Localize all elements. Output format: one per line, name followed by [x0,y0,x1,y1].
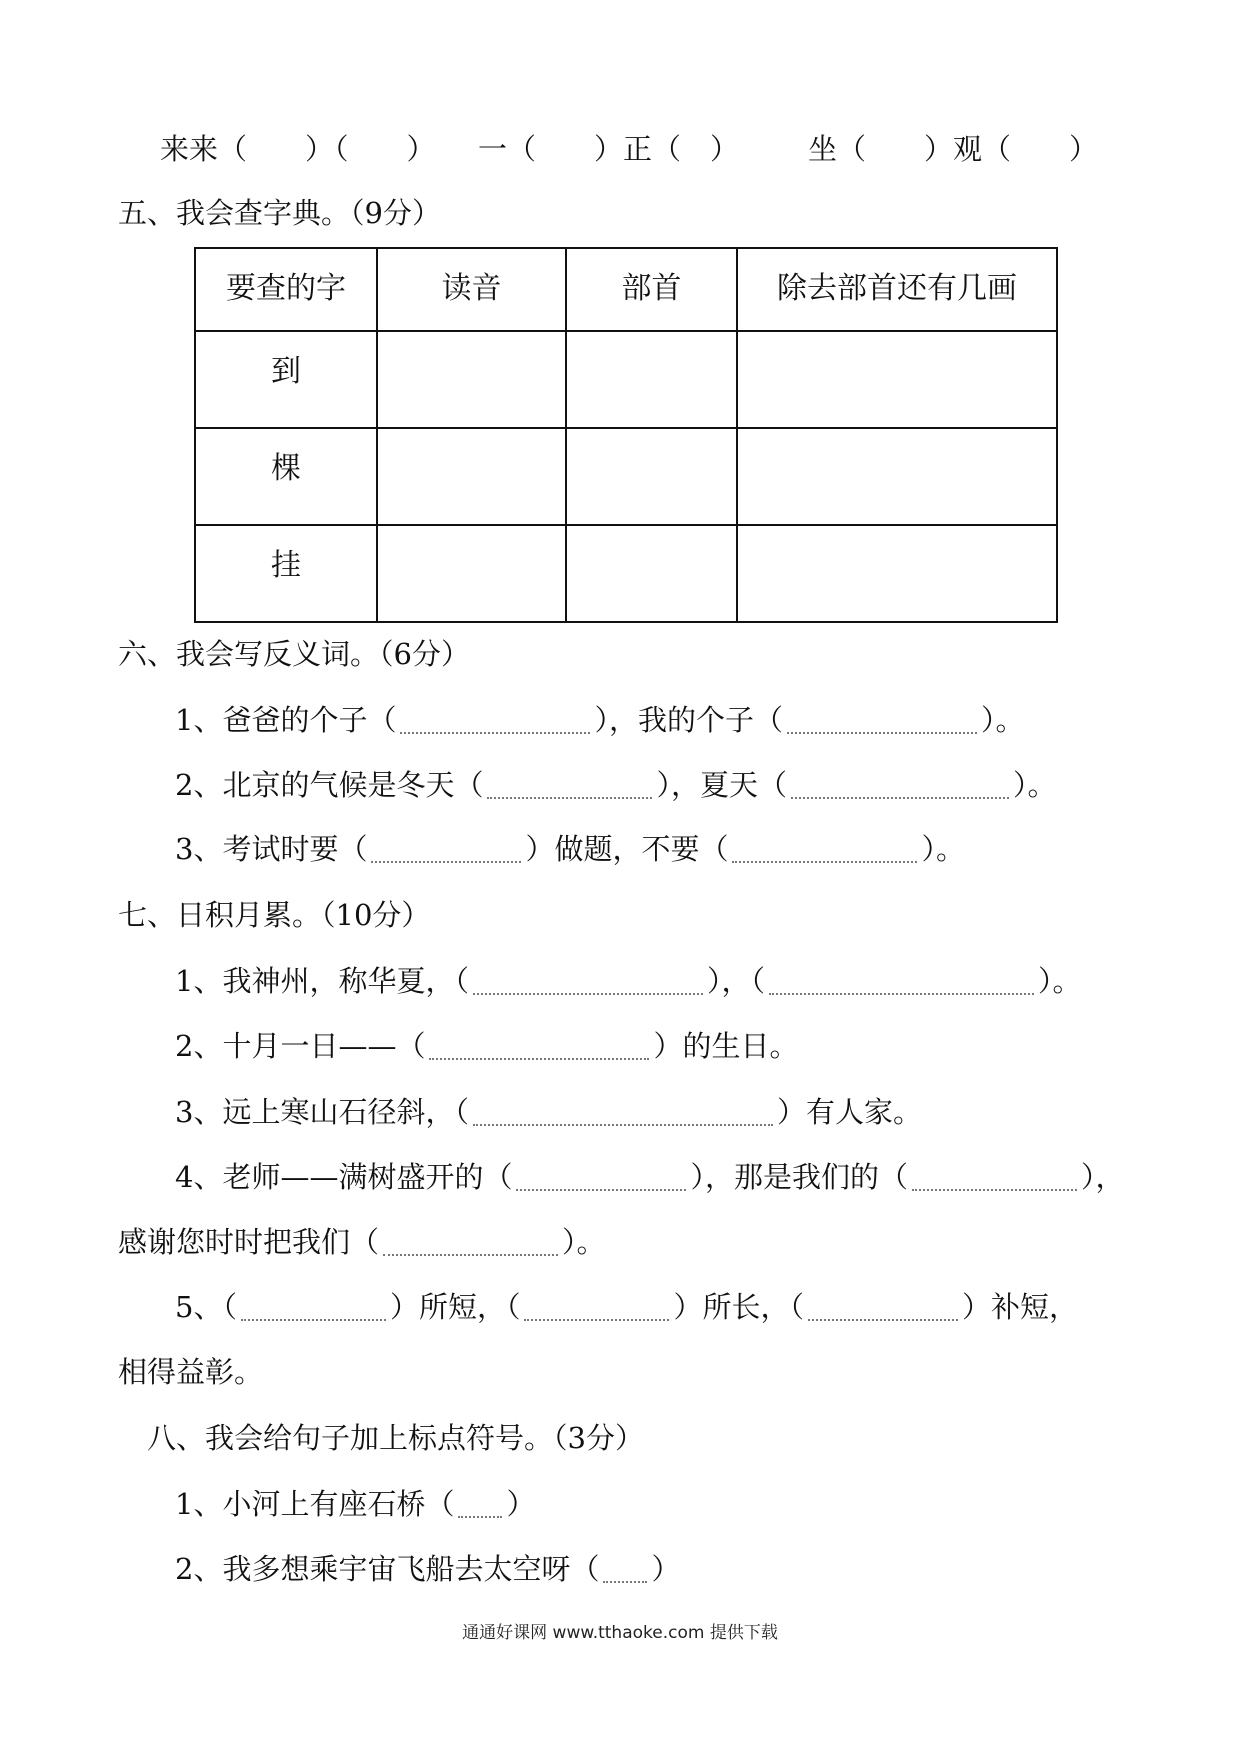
answer-blank[interactable] [383,1232,558,1256]
punctuation-item-1: 1、小河上有座石桥（ ） [175,1487,536,1521]
accumulation-item-5: 5、（ ）所短，（ ）所长，（ ）补短， [175,1290,1078,1324]
table-row [195,331,1057,428]
answer-blank[interactable] [241,1297,386,1321]
answer-blank[interactable] [371,839,521,863]
punctuation-item-2: 2、我多想乘宇宙飞船去太空呀（ ） [175,1552,681,1586]
answer-blank[interactable] [487,775,652,799]
table-cell-blank[interactable] [377,525,566,622]
top-line-part-1: 来来（ ）（ ） [160,132,436,166]
table-cell-blank[interactable] [737,525,1057,622]
top-line [160,131,436,167]
answer-blank[interactable] [732,839,917,863]
section-8-title: 八、我会给句子加上标点符号。（3分） [147,1421,644,1455]
accumulation-item-2: 2、十月一日——（ ）的生日。 [175,1029,799,1063]
answer-blank[interactable] [516,1167,686,1191]
answer-blank[interactable] [787,710,977,734]
table-cell-char: 挂 [195,525,377,622]
answer-blank[interactable] [458,1494,502,1518]
table-header-cell: 部首 [566,248,737,331]
antonym-item-1: 1、爸爸的个子（ ），我的个子（ ）。 [175,703,1025,737]
answer-blank[interactable] [524,1297,669,1321]
table-header-row [195,248,1057,331]
table-header-cell: 除去部首还有几画 [737,248,1057,331]
antonym-item-2: 2、北京的气候是冬天（ ），夏天（ ）。 [175,768,1057,802]
answer-blank[interactable] [473,1102,773,1126]
section-6-title: 六、我会写反义词。（6分） [118,637,470,671]
antonym-item-3: 3、考试时要（ ）做题，不要（ ）。 [175,832,965,866]
section-7-title: 七、日积月累。（10分） [118,898,431,932]
answer-blank[interactable] [769,971,1034,995]
accumulation-item-5-cont: 相得益彰。 [118,1355,264,1389]
accumulation-item-4-cont: 感谢您时时把我们（ ）。 [118,1225,606,1259]
table-row [195,525,1057,622]
table-cell-blank[interactable] [377,331,566,428]
table-cell-blank[interactable] [566,525,737,622]
answer-blank[interactable] [808,1297,958,1321]
table-cell-char: 棵 [195,428,377,525]
answer-blank[interactable] [603,1559,647,1583]
accumulation-item-4: 4、老师——满树盛开的（ ），那是我们的（ ）， [175,1160,1125,1194]
footer-credit: 通通好课网 www.tthaoke.com 提供下载 [462,1623,778,1643]
table-cell-char: 到 [195,331,377,428]
table-cell-blank[interactable] [566,428,737,525]
accumulation-item-1: 1、我神州，称华夏，（ ），（ ）。 [175,964,1082,998]
top-line [808,131,1098,167]
answer-blank[interactable] [791,775,1009,799]
table-cell-blank[interactable] [737,428,1057,525]
table-cell-blank[interactable] [737,331,1057,428]
answer-blank[interactable] [400,710,590,734]
table-header-cell: 读音 [377,248,566,331]
table-cell-blank[interactable] [377,428,566,525]
section-5-title: 五、我会查字典。（9分） [118,196,441,230]
table-row [195,428,1057,525]
dictionary-table [194,247,1058,623]
top-line [478,131,739,167]
answer-blank[interactable] [473,971,703,995]
table-header-cell: 要查的字 [195,248,377,331]
top-line-part-2: 一（ ）正（ ） [478,132,740,166]
table-cell-blank[interactable] [566,331,737,428]
answer-blank[interactable] [912,1167,1077,1191]
answer-blank[interactable] [429,1036,649,1060]
top-line-part-3: 坐（ ）观（ ） [808,132,1099,166]
accumulation-item-3: 3、远上寒山石径斜，（ ）有人家。 [175,1095,922,1129]
